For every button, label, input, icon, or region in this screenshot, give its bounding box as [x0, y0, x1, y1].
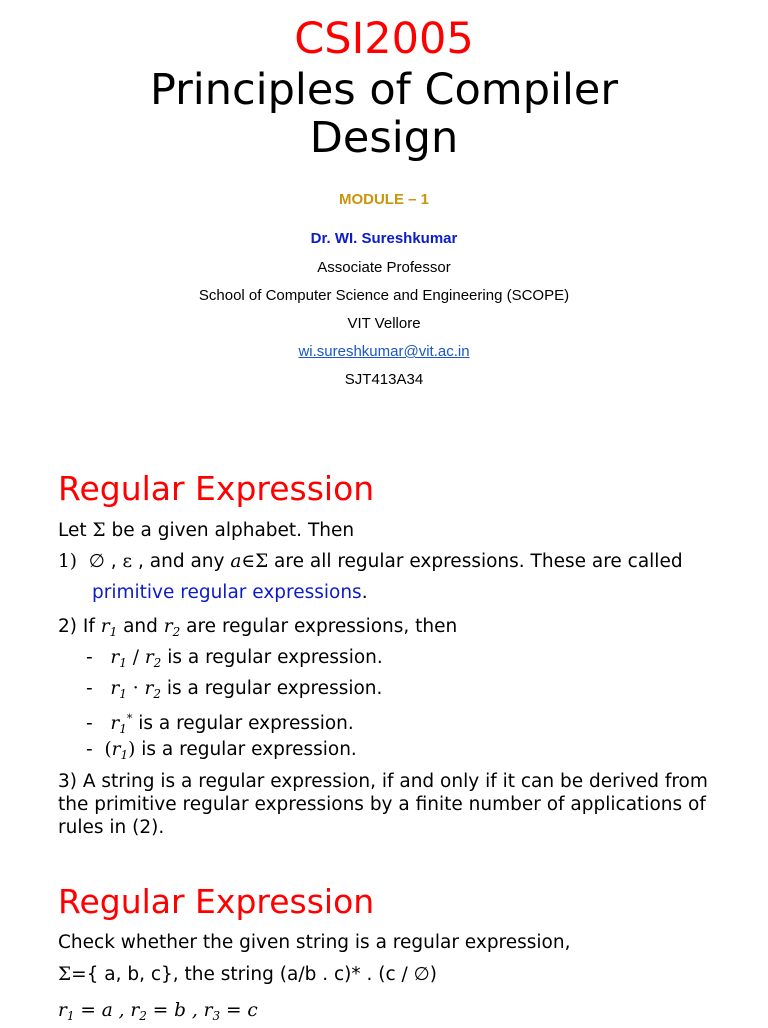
institution-name: VIT Vellore — [347, 315, 421, 332]
rule-2-union: - $r_1 / r_2$ is a regular expression. — [86, 647, 383, 670]
email-container — [0, 343, 768, 360]
section-heading-1: Regular Expression — [58, 469, 375, 508]
primitive-re-term: primitive regular expressions — [92, 582, 362, 603]
rule-2-concat: - $r_1 \cdot r_2$ is a regular expression. — [86, 678, 383, 701]
course-title-line1: Principles of Compiler — [149, 65, 619, 115]
section-heading-2: Regular Expression — [58, 882, 375, 921]
alphabet-string-line: Σ={ a, b, c}, the string (a/b . c)* . (c / ∅) — [58, 964, 437, 985]
rule-2-star: - $r_1^*$ is a regular expression. — [86, 712, 354, 736]
rule-3: 3) A string is a regular expression, if and only if it can be derived from the primitive regular expressions by a finite number of applications of rules in (2). — [58, 771, 708, 838]
module-label: MODULE – 1 — [338, 191, 429, 208]
intro-line: Let Σ be a given alphabet. Then — [58, 520, 355, 541]
course-code: CSI2005 — [294, 14, 474, 64]
email-link[interactable]: wi.sureshkumar@vit.ac.in — [298, 343, 470, 360]
rule-1: 1) ∅ , ε , and any a∈Σ are all regular expressions. These are called — [58, 551, 683, 572]
course-title-line2: Design — [309, 113, 459, 163]
rule-2: 2) If $r_1$ and $r_2$ are regular expressions, then — [58, 616, 458, 639]
author-position: Associate Professor — [317, 259, 451, 276]
check-line: Check whether the given string is a regular expression, — [58, 932, 571, 953]
assignment-line: $r_1 = a$ , $r_2 = b$ , $r_3 = c$ — [58, 1000, 258, 1023]
rule-2-paren: - $(r_1)$ is a regular expression. — [86, 739, 357, 762]
rule-1-continuation: primitive regular expressions. — [92, 582, 368, 603]
school-name: School of Computer Science and Engineering (SCOPE) — [198, 287, 570, 304]
room-number: SJT413A34 — [344, 371, 424, 388]
author-name: Dr. WI. Sureshkumar — [310, 230, 458, 247]
